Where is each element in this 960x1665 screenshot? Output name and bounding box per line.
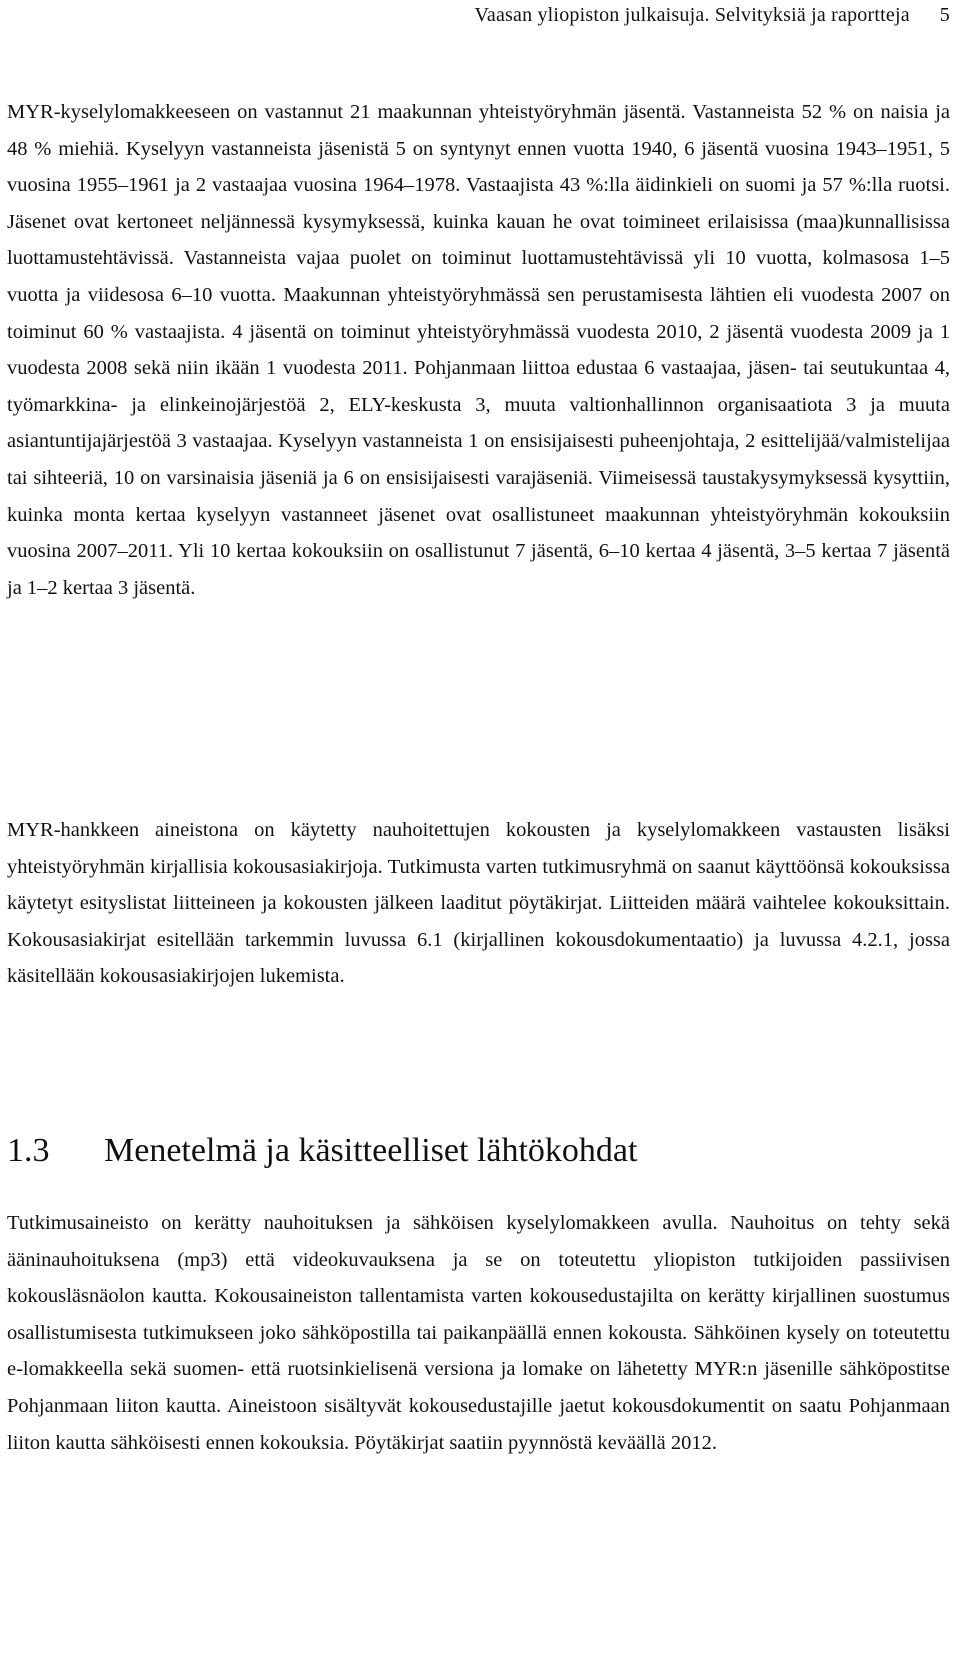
section-heading	[7, 1126, 950, 1176]
paragraph-survey-respondents: MYR-kyselylomakkeeseen on vastannut 21 maakunnan yhteistyöryhmän jäsentä. Vastanneista 52 % on naisia ja 48 % miehiä. Kyselyyn vastanneista jäsenistä 5 on syntynyt ennen vuotta 1940, 6 jäsentä vuosina 1943–1951, 5 vuosina 1955–1961 ja 2 vastaajaa vuosina 1964–1978. Vastaajista 43 %:lla äidinkieli on suomi ja 57 %:lla ruotsi. Jäsenet ovat kertoneet neljännessä kysymyksessä, kuinka kauan he ovat toimineet erilaisissa (maa)kunnallisissa luottamustehtävissä. Vastanneista vajaa puolet on toiminut luottamustehtävissä yli 10 vuotta, kolmasosa 1–5 vuotta ja viidesosa 6–10 vuotta. Maakunnan yhteistyöryhmässä sen perustamisesta lähtien eli vuodesta 2007 on toiminut 60 % vastaajista. 4 jäsentä on toiminut yhteistyöryhmässä vuodesta 2010, 2 jäsentä vuodesta 2009 ja 1 vuodesta 2008 sekä niin ikään 1 vuodesta 2011. Pohjanmaan liittoa edustaa 6 vastaajaa, jäsen- tai seutukuntaa 4, työmarkkina- ja elinkeinojärjestöä 2, ELY-keskusta 3, muuta valtionhallinnon organisaatiota 3 ja muuta asiantuntijajärjestöä 3 vastaajaa. Kyselyyn vastanneista 1 on ensisijaisesti puheenjohtaja, 2 esittelijää/valmistelijaa tai sihteeriä, 10 on varsinaisia jäseniä ja 6 on ensisijaisesti varajäseniä. Viimeisessä taustakysymyksessä kysyttiin, kuinka monta kertaa kyselyyn vastanneet jäsenet ovat osallistuneet maakunnan yhteistyöryhmän kokouksiin vuosina 2007–2011. Yli 10 kertaa kokouksiin on osallistunut 7 jäsentä, 6–10 kertaa 4 jäsentä, 3–5 kertaa 7 jäsentä ja 1–2 kertaa 3 jäsentä.	[7, 101, 950, 599]
section-title: Menetelmä ja käsitteelliset lähtökohdat	[104, 1132, 638, 1169]
running-header-title: Vaasan yliopiston julkaisuja. Selvityksiä ja raportteja	[474, 4, 910, 26]
running-header	[0, 0, 950, 32]
section-number: 1.3	[7, 1132, 50, 1169]
page-number: 5	[939, 4, 950, 26]
paragraph-meeting-documents: MYR-hankkeen aineistona on käytetty nauhoitettujen kokousten ja kyselylomakkeen vastausten lisäksi yhteistyöryhmän kirjallisia kokousasiakirjoja. Tutkimusta varten tutkimusryhmä on saanut käyttöönsä kokouksissa käytetyt esityslistat liitteineen ja kokousten jälkeen laaditut pöytäkirjat. Liitteiden määrä vaihtelee kokouksittain. Kokousasiakirjat esitellään tarkemmin luvussa 6.1 (kirjallinen kokousdokumentaatio) ja luvussa 4.2.1, jossa käsitellään kokousasiakirjojen lukemista.	[7, 819, 950, 988]
paragraph-data-collection: Tutkimusaineisto on kerätty nauhoituksen ja sähköisen kyselylomakkeen avulla. Nauhoitus on tehty sekä ääninauhoituksena (mp3) että videokuvauksena ja se on toteutettu yliopiston tutkijoiden passiivisen kokousläsnäolon kautta. Kokousaineiston tallentamista varten kokousedustajilta on kerätty kirjallinen suostumus osallistumisesta tutkimukseen joko sähköpostilla tai paikanpäällä ennen kokousta. Sähköinen kysely on toteutettu e-lomakkeella sekä suomen- että ruotsinkielisenä versiona ja lomake on lähetetty MYR:n jäsenille sähköpostitse Pohjanmaan liiton kautta. Aineistoon sisältyvät kokousedustajille jaetut kokousdokumentit on saatu Pohjanmaan liiton kautta sähköisesti ennen kokouksia. Pöytäkirjat saatiin pyynnöstä keväällä 2012.	[7, 1212, 950, 1454]
